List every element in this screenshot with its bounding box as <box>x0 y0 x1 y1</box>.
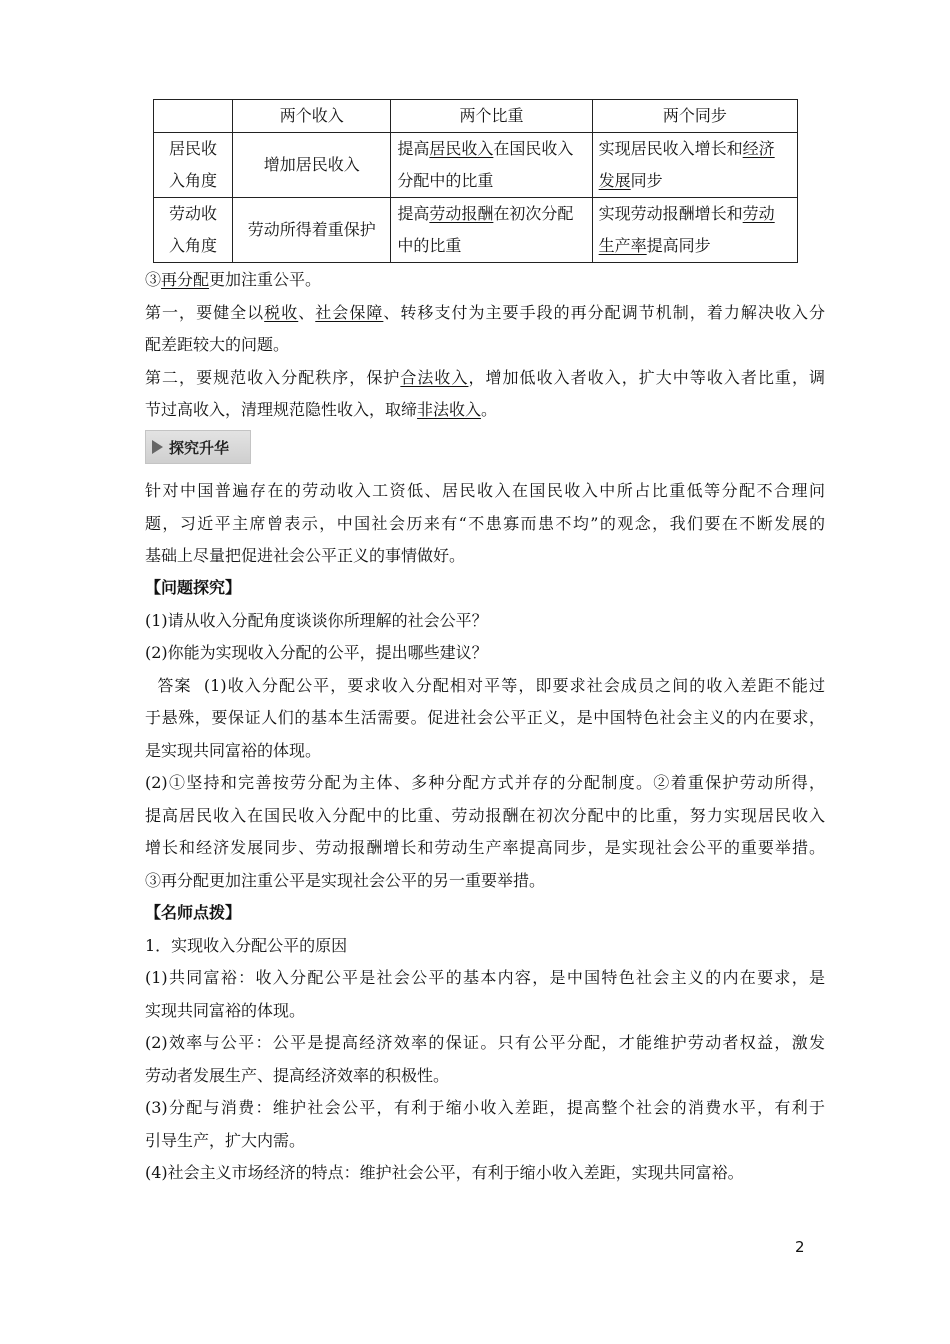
question-item: (2)你能为实现收入分配的公平，提出哪些建议？ <box>145 643 488 662</box>
table-header-row <box>154 100 798 133</box>
paragraph-line: 配差距较大的问题。 <box>145 335 290 354</box>
table-header-cell <box>154 100 233 133</box>
cell-line: 入角度 <box>169 171 218 190</box>
underlined-term: 非法收入 <box>417 400 482 419</box>
cell-line: 中的比重 <box>397 236 462 255</box>
underlined-term: 生产率 <box>598 236 647 255</box>
section-badge-label: 探究升华 <box>169 438 230 457</box>
cell-line: 发展同步 <box>598 171 663 190</box>
question-section <box>145 572 825 897</box>
table-header-cell: 两个同步 <box>592 100 797 133</box>
section-heading: 【问题探究】 <box>145 578 242 597</box>
table-cell <box>592 198 797 263</box>
paragraph-line: ③再分配更加注重公平。 <box>145 270 322 289</box>
point-line: (4)社会主义市场经济的特点：维护社会公平，有利于缩小收入差距，实现共同富裕。 <box>145 1163 744 1182</box>
underlined-term: 发展 <box>598 171 631 190</box>
point-line: 实现共同富裕的体现。 <box>145 1000 306 1020</box>
answer-line: 于悬殊，要保证人们的基本生活需要。促进社会公平正义，是中国特色社会主义的内在要求， <box>145 708 825 727</box>
cell-line: 生产率提高同步 <box>598 236 711 255</box>
income-distribution-table <box>153 99 798 263</box>
answer-line: 提高居民收入在国民收入分配中的比重、劳动报酬在初次分配中的比重，努力实现居民收入 <box>145 805 825 825</box>
paragraph-line: 第一，要健全以税收、社会保障、转移支付为主要手段的再分配调节机制，着力解决收入分 <box>145 302 825 322</box>
underlined-term: 合法收入 <box>400 367 469 387</box>
cell-line: 入角度 <box>169 236 218 255</box>
table-row <box>154 133 798 198</box>
cell-line: 实现劳动报酬增长和劳动 <box>598 204 775 223</box>
cell-line: 劳动收 <box>169 204 218 223</box>
table-cell <box>154 198 233 263</box>
answer-line: 增长和经济发展同步、劳动报酬增长和劳动生产率提高同步，是实现社会公平的重要举措。 <box>145 838 825 857</box>
section-badge <box>145 430 251 464</box>
cell-line: 分配中的比重 <box>397 171 494 190</box>
subsection-title: 1．实现收入分配公平的原因 <box>145 935 348 955</box>
intro-paragraph <box>145 475 825 573</box>
question-item: (1)请从收入分配角度谈谈你所理解的社会公平？ <box>145 610 488 630</box>
point-line: (2)效率与公平：公平是提高经济效率的保证。只有公平分配，才能维护劳动者权益，激发 <box>145 1033 825 1052</box>
table-header-cell: 两个比重 <box>391 100 592 133</box>
teacher-tips-section <box>145 897 825 1190</box>
table-cell: 劳动所得着重保护 <box>233 198 391 263</box>
underlined-term: 经济 <box>742 139 775 158</box>
answer-line: 答案 (1)收入分配公平，要求收入分配相对平等，即要求社会成员之间的收入差距不能过 <box>145 675 825 695</box>
point-line: (1)共同富裕：收入分配公平是社会公平的基本内容，是中国特色社会主义的内在要求，是 <box>145 968 825 987</box>
play-triangle-icon <box>152 440 163 454</box>
section-heading: 【名师点拨】 <box>145 903 242 922</box>
underlined-term: 劳动 <box>742 204 775 223</box>
underlined-term: 社会保障 <box>315 302 384 322</box>
answer-line: (2)①坚持和完善按劳分配为主体、多种分配方式并存的分配制度。②着重保护劳动所得， <box>145 773 825 792</box>
table-row <box>154 198 798 263</box>
cell-line: 提高居民收入在国民收入 <box>397 139 574 158</box>
table-cell <box>391 198 592 263</box>
point-line: 引导生产，扩大内需。 <box>145 1130 306 1150</box>
paragraph-line: 节过高收入，清理规范隐性收入，取缔非法收入。 <box>145 400 498 419</box>
table-cell: 增加居民收入 <box>233 133 391 198</box>
underlined-term: 居民收入 <box>429 139 494 158</box>
page-number: 2 <box>795 1238 805 1256</box>
table-cell <box>391 133 592 198</box>
redistribution-section <box>145 264 825 427</box>
paragraph-line: 基础上尽量把促进社会公平正义的事情做好。 <box>145 546 466 565</box>
point-line: (3)分配与消费：维护社会公平，有利于缩小收入差距，提高整个社会的消费水平，有利于 <box>145 1098 825 1117</box>
underlined-term: 劳动报酬 <box>429 204 494 223</box>
paragraph-line: 针对中国普遍存在的劳动收入工资低、居民收入在国民收入中所占比重低等分配不合理问 <box>145 481 825 500</box>
table-cell <box>154 133 233 198</box>
cell-line: 实现居民收入增长和经济 <box>598 139 775 158</box>
answer-line: 是实现共同富裕的体现。 <box>145 740 322 760</box>
underlined-term: 税收 <box>264 302 299 322</box>
table-cell <box>592 133 797 198</box>
point-line: 劳动者发展生产、提高经济效率的积极性。 <box>145 1065 450 1085</box>
cell-line: 提高劳动报酬在初次分配 <box>397 204 574 223</box>
underlined-term: 再分配 <box>161 270 210 289</box>
paragraph-line: 题，习近平主席曾表示，中国社会历来有“不患寡而患不均”的观念，我们要在不断发展的 <box>145 513 825 533</box>
answer-line: ③再分配更加注重公平是实现社会公平的另一重要举措。 <box>145 870 546 890</box>
table-header-cell: 两个收入 <box>233 100 391 133</box>
paragraph-line: 第二，要规范收入分配秩序，保护合法收入，增加低收入者收入，扩大中等收入者比重，调 <box>145 367 825 387</box>
cell-line: 居民收 <box>169 139 218 158</box>
